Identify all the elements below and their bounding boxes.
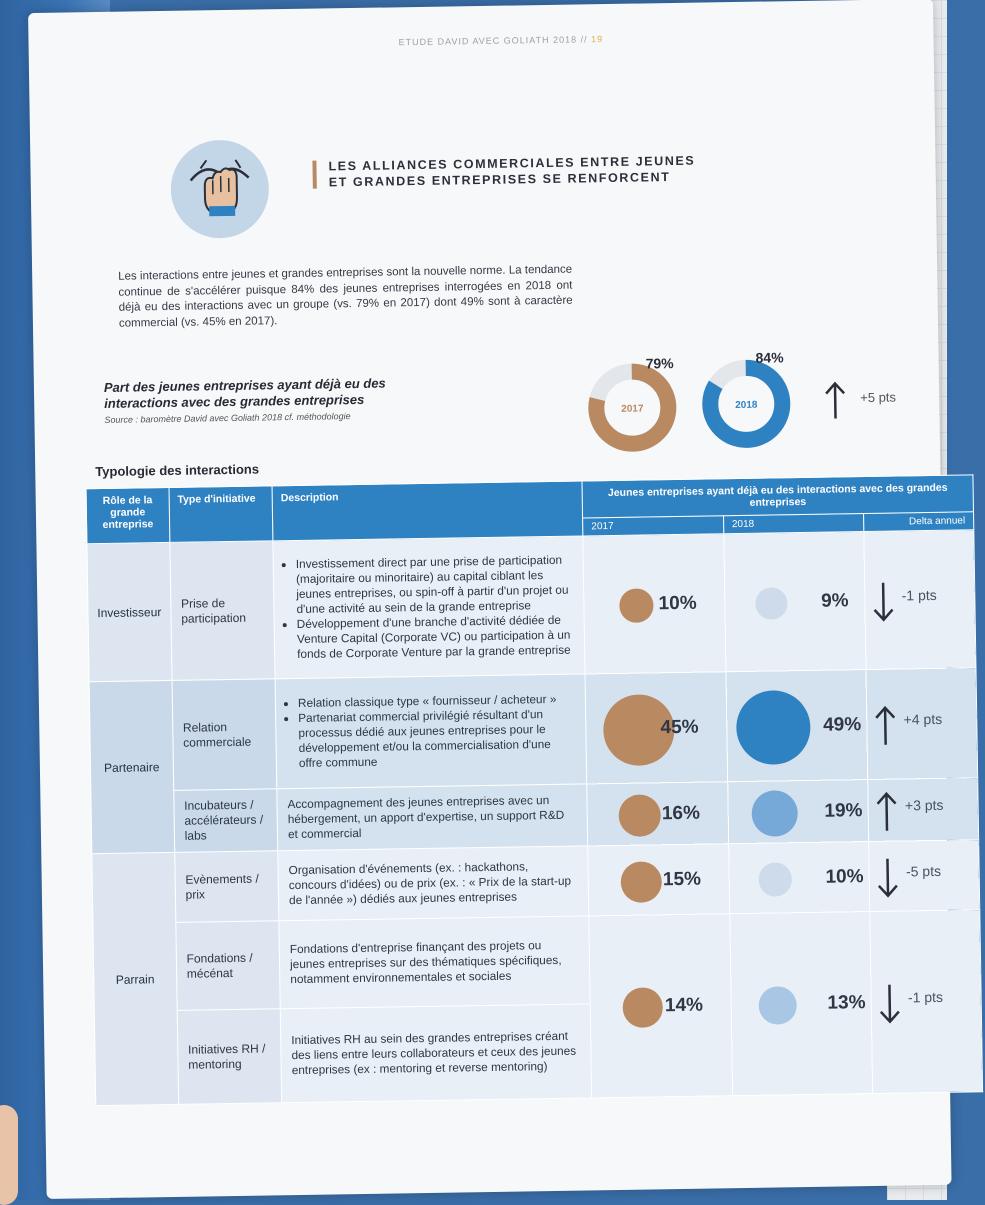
description-cell: Initiatives RH au sein des grandes entreprises créant des liens entre leurs collaborateurs et ceux des jeunes entreprises (ex : mentoring et reverse mentoring) xyxy=(280,1004,592,1103)
type-cell: Initiatives RH / mentoring xyxy=(177,1009,282,1105)
description-cell xyxy=(273,536,585,679)
value-2017-cell xyxy=(585,672,727,784)
donut-year-label: 2018 xyxy=(735,399,758,412)
running-head xyxy=(398,34,603,47)
description-cell: Fondations d'entreprise finançant des projets ou jeunes entreprises sur des thématiques spécifiques, notamment environnementales et sociales xyxy=(279,916,590,1009)
donut-2017 xyxy=(586,361,680,459)
share-heading-1: Part des jeunes entreprises ayant déjà eu des xyxy=(103,375,386,395)
handshake-icon xyxy=(170,139,270,239)
col-group-header: Jeunes entreprises ayant déjà eu des interactions avec des grandes entreprises xyxy=(582,475,973,518)
type-cell: Incubateurs / accélérateurs / labs xyxy=(173,789,277,853)
bubble-2017 xyxy=(620,861,662,903)
delta-value: -5 pts xyxy=(905,862,942,880)
table-row xyxy=(87,530,976,682)
value-2018-cell xyxy=(724,532,867,672)
donut-2018 xyxy=(700,357,794,455)
type-cell: Relation commerciale xyxy=(172,679,277,791)
col-type-header: Type d'initiative xyxy=(169,486,273,543)
down-arrow-icon xyxy=(878,982,903,1024)
role-investisseur: Investisseur xyxy=(87,542,172,681)
delta-cell xyxy=(868,778,979,842)
value-2017: 15% xyxy=(662,868,702,891)
hand-finger xyxy=(0,1105,18,1205)
description-item: • Partenariat commercial privilégié résultant d'un processus dédié aux jeunes entreprises pour le développement et/ou la commercialisation d'une offre commune xyxy=(298,707,576,771)
col-delta-header: Delta annuel xyxy=(864,512,974,532)
value-2018-cell xyxy=(726,670,868,782)
bubble-2018 xyxy=(758,986,797,1025)
col-description-header: Description xyxy=(272,481,583,541)
value-2017-cell xyxy=(583,534,726,674)
bubble-2017 xyxy=(618,794,661,837)
value-2018: 19% xyxy=(824,800,863,822)
intro-paragraph: Les interactions entre jeunes et grandes entreprises sont la nouvelle norme. La tendance continue de s'accélérer puisque 84% des jeunes entreprises interrogées en 2018 ont déjà eu des interactions avec un groupe (vs. 79% en 2017) dont 49% sont à caractère commercial (vs. 45% en 2017). xyxy=(118,263,573,330)
value-2017: 16% xyxy=(661,802,701,825)
value-2017: 45% xyxy=(660,716,699,739)
type-cell: Fondations / mécénat xyxy=(176,921,281,1011)
value-2018-cell xyxy=(727,780,869,844)
down-arrow-icon xyxy=(876,856,901,898)
bubble-2018 xyxy=(759,863,793,897)
delta-value: +3 pts xyxy=(904,796,944,814)
description-cell: Organisation d'événements (ex. : hackathons, concours d'idées) ou de prix (ex. : « Prix de la start-up de l'année ») dédiés aux jeunes entreprises xyxy=(278,846,589,921)
delta-value: -1 pts xyxy=(901,586,937,604)
value-2018: 10% xyxy=(825,866,864,888)
delta-value: -1 pts xyxy=(907,988,944,1006)
description-item: • Relation classique type « fournisseur / acheteur » xyxy=(298,692,575,711)
value-2017: 10% xyxy=(658,592,697,615)
value-2018-cell xyxy=(730,911,873,1095)
share-section xyxy=(104,375,435,425)
title-line-1: LES ALLIANCES COMMERCIALES ENTRE JEUNES xyxy=(328,153,696,174)
description-cell: Accompagnement des jeunes entreprises avec un hébergement, un apport d'expertise, un support R&D et commercial xyxy=(277,784,588,851)
typology-title: Typologie des interactions xyxy=(95,461,260,480)
share-heading-2: interactions avec des grandes entreprises xyxy=(104,391,365,411)
col-2017-header: 2017 xyxy=(583,516,724,536)
col-2018-header: 2018 xyxy=(723,514,864,534)
value-2018: 13% xyxy=(827,992,866,1014)
bubble-2018 xyxy=(755,587,787,619)
description-cell xyxy=(275,674,587,789)
donut-year-label: 2017 xyxy=(621,403,644,415)
table-row xyxy=(93,910,981,1012)
value-2017-cell xyxy=(589,914,732,1098)
title-accent-bar xyxy=(312,161,316,189)
delta-top: +5 pts xyxy=(860,389,897,406)
bubble-2017 xyxy=(620,589,654,623)
section-title xyxy=(328,153,695,191)
delta-value: +4 pts xyxy=(903,710,943,728)
value-2018-cell xyxy=(728,842,870,914)
value-2017: 14% xyxy=(664,994,704,1017)
col-role-header: Rôle de la grande entreprise xyxy=(86,487,170,543)
table-row xyxy=(89,668,978,792)
value-2018: 49% xyxy=(822,714,862,736)
type-cell: Prise de participation xyxy=(170,541,276,681)
running-head-text: ETUDE DAVID AVEC GOLIATH 2018 // xyxy=(398,34,588,48)
up-arrow-icon xyxy=(873,704,898,746)
donut-2017-pct: 79% xyxy=(645,355,674,372)
delta-cell xyxy=(870,910,983,1094)
description-item: • Développement d'une branche d'activité dédiée de Venture Capital (Corporate VC) ou participation à un fonds de Corporate Venture par la grande entreprise xyxy=(297,613,575,662)
value-2017-cell xyxy=(588,844,730,916)
bubble-2017 xyxy=(623,988,663,1028)
up-arrow-icon xyxy=(875,790,900,832)
role-parrain: Parrain xyxy=(92,852,179,1105)
role-partenaire: Partenaire xyxy=(89,680,174,853)
delta-cell xyxy=(866,668,977,780)
type-cell: Evènements / prix xyxy=(174,851,278,923)
value-2017-cell xyxy=(587,782,729,846)
share-source: Source : baromètre David avec Goliath 2018 cf. méthodologie xyxy=(104,411,351,425)
value-2018: 9% xyxy=(820,590,849,612)
up-arrow-icon xyxy=(824,380,847,425)
down-arrow-icon xyxy=(871,580,896,622)
delta-cell xyxy=(864,530,976,670)
description-item: • Investissement direct par une prise de participation (majoritaire ou minoritaire) au capital ciblant les jeunes entreprises, ou spin-off à partir d'un projet ou d'une activité au sein de la grande entreprise xyxy=(296,553,574,617)
delta-cell xyxy=(869,840,980,912)
bubble-2018 xyxy=(751,790,798,837)
title-line-2: ET GRANDES ENTREPRISES SE RENFORCENT xyxy=(328,170,671,190)
page-number: 19 xyxy=(591,34,604,45)
donut-2018-pct: 84% xyxy=(755,349,784,366)
typology-table xyxy=(86,474,984,1106)
bubble-2018 xyxy=(736,690,811,765)
brochure-page xyxy=(28,0,966,1199)
